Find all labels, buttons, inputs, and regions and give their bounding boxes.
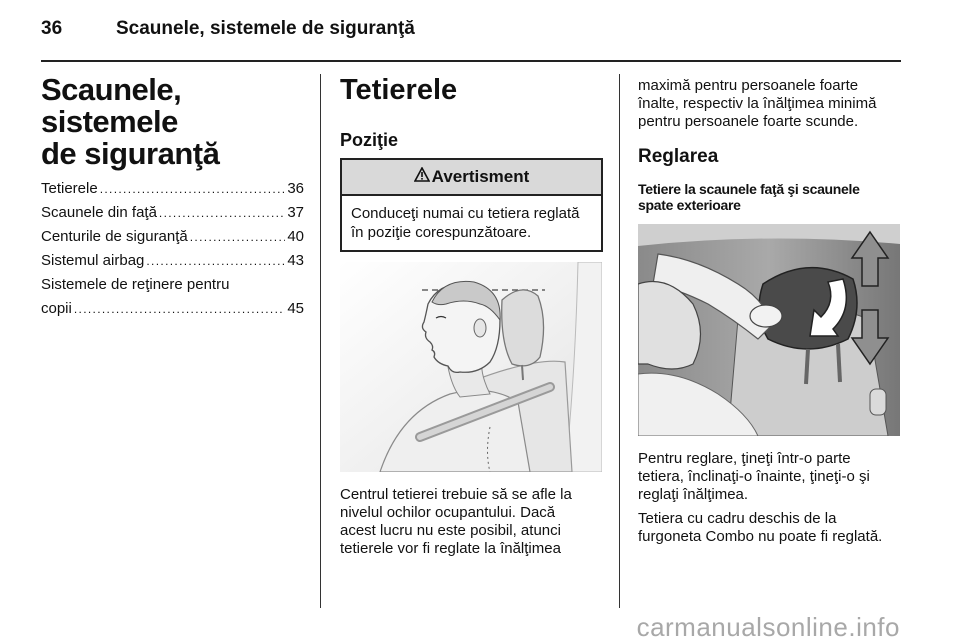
adjustment-heading: Reglarea <box>638 146 719 167</box>
warning-triangle-icon <box>414 167 430 187</box>
toc-leader <box>190 225 286 249</box>
warning-title: Avertisment <box>431 167 530 186</box>
paragraph-line: Tetiera cu cadru deschis de la <box>638 510 837 527</box>
toc-entry[interactable] <box>41 249 304 273</box>
chapter-title-line-1: Scaunele, sistemele <box>41 72 182 139</box>
paragraph-line: pentru persoanele foarte scunde. <box>638 113 859 130</box>
toc-page: 37 <box>287 204 304 221</box>
toc-page: 43 <box>287 252 304 269</box>
position-paragraph <box>340 486 602 558</box>
toc-label-line-2: copii <box>41 300 72 317</box>
column-divider-right <box>619 74 620 608</box>
paragraph-line: tetiera, înclinaţi-o înainte, ţineţi-o şi <box>638 468 870 485</box>
toc-leader <box>100 177 286 201</box>
toc-label-line-1: Sistemele de reţinere pentru <box>41 276 230 293</box>
toc-label: Scaunele din faţă <box>41 204 157 221</box>
toc-entry[interactable] <box>41 177 304 201</box>
subsection-title: Poziţie <box>340 130 399 150</box>
toc-page: 40 <box>287 228 304 245</box>
paragraph-line: nivelul ochilor ocupantului. Dacă <box>340 504 556 521</box>
adjustment-paragraph-2 <box>638 510 900 546</box>
adjustment-subheading <box>638 181 900 213</box>
paragraph-line: tetierele vor fi reglate la înălţimea <box>340 540 561 557</box>
section-title: Tetierele <box>340 74 458 106</box>
paragraph-line: Centrul tetierei trebuie să se afle la <box>340 486 572 503</box>
page-number: 36 <box>41 18 63 39</box>
continued-paragraph <box>638 77 900 131</box>
header-rule <box>41 60 901 62</box>
paragraph-line: acest lucru nu este posibil, atunci <box>340 522 561 539</box>
toc-page: 36 <box>287 180 304 197</box>
subheading-line: Tetiere la scaunele faţă şi scaunele <box>638 181 860 197</box>
warning-text-line: Conduceţi numai cu tetiera reglată <box>351 205 580 222</box>
toc-label: Centurile de siguranţă <box>41 228 188 245</box>
toc-leader <box>74 297 285 321</box>
headrest-adjustment-illustration <box>638 224 900 436</box>
chapter-title-line-2: de siguranţă <box>41 136 220 171</box>
toc-entry[interactable] <box>41 201 304 225</box>
headrest-position-illustration <box>340 262 602 472</box>
chapter-title <box>41 74 311 170</box>
running-title: Scaunele, sistemele de siguranţă <box>116 18 415 39</box>
toc-leader <box>146 249 285 273</box>
toc-leader <box>159 201 285 225</box>
toc-label: Tetierele <box>41 180 98 197</box>
table-of-contents <box>41 177 304 321</box>
paragraph-line: Pentru reglare, ţineţi într-o parte <box>638 450 851 467</box>
watermark: carmanualsonline.info <box>636 612 900 642</box>
paragraph-line: maximă pentru persoanele foarte <box>638 77 859 94</box>
adjustment-paragraph-1 <box>638 450 900 504</box>
warning-text-line: în poziţie corespunzătoare. <box>351 224 532 241</box>
warning-header <box>342 160 601 196</box>
column-divider-left <box>320 74 321 608</box>
subheading-line: spate exterioare <box>638 197 741 213</box>
toc-entry[interactable] <box>41 225 304 249</box>
toc-label: Sistemul airbag <box>41 252 145 269</box>
warning-text <box>342 196 601 250</box>
paragraph-line: înalte, respectiv la înălţimea minimă <box>638 95 877 112</box>
toc-page: 45 <box>287 300 304 317</box>
toc-entry[interactable] <box>41 273 304 321</box>
paragraph-line: reglaţi înălţimea. <box>638 486 749 503</box>
warning-box <box>340 158 603 252</box>
paragraph-line: furgoneta Combo nu poate fi reglată. <box>638 528 883 545</box>
